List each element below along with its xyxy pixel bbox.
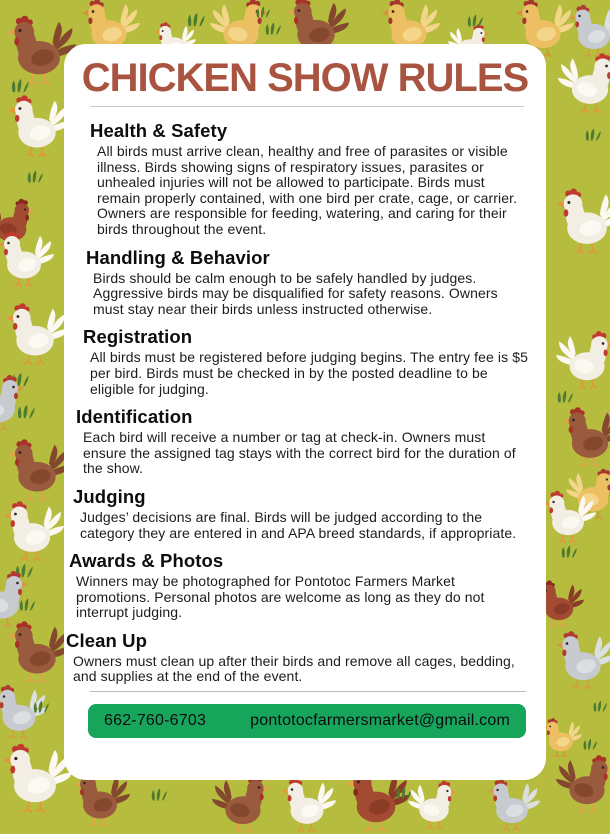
- section-body: Judges’ decisions are final. Birds will be judged according to the category they are entered in and APA breed standards, if appropriate.: [80, 508, 517, 541]
- section-body: Winners may be photographed for Pontotoc Farmers Market promotions. Personal photos are welcome as long as they do not interrupt judging.: [76, 573, 485, 621]
- grass-icon: [466, 14, 484, 27]
- phone-number: 662-760-6703: [104, 712, 207, 730]
- section-heading-health-and-safety: Health & Safety: [90, 120, 228, 141]
- grass-icon: [26, 170, 44, 183]
- section-health-safety: [64, 120, 546, 238]
- chicken-icon: [540, 488, 596, 544]
- chicken-icon: [4, 436, 70, 502]
- chicken-icon: [2, 300, 68, 366]
- section-body: Each bird will receive a number or tag at check-in. Owners must ensure the assigned tag stays with the correct bird for the duration of the show.: [83, 429, 516, 477]
- section-heading-identification: Identification: [76, 406, 193, 428]
- section-body: All birds must arrive clean, healthy and free of parasites or visible illness. Birds showing signs of respiratory issues, parasites or unhealed injuries will not be allowed to participate. Birds must remain properly contained, with one bird per crate, cage, or carrier. Owners are responsible for feeding, watering, and caring for their birds throughout the event.: [97, 143, 518, 237]
- grass-icon: [186, 12, 206, 27]
- chicken-icon: [556, 752, 610, 814]
- page-title: CHICKEN SHOW RULES: [81, 56, 529, 100]
- chicken-icon: [0, 740, 72, 814]
- contact-bar: [88, 704, 526, 738]
- title-divider: [90, 106, 524, 107]
- footer-divider: [90, 691, 526, 692]
- section-body: Birds should be calm enough to be safely handled by judges. Aggressive birds may be disqualified for safety reasons. Owners must stay near their birds unless instructed otherwise.: [93, 269, 498, 317]
- section-heading-clean-up: Clean Up: [66, 629, 147, 651]
- grass-icon: [150, 788, 168, 801]
- chicken-icon: [558, 50, 610, 114]
- chicken-icon: [278, 775, 336, 833]
- chicken-icon: [212, 772, 274, 834]
- grass-icon: [582, 738, 598, 750]
- section-heading-awards-and-photos: Awards & Photos: [69, 550, 224, 572]
- grass-icon: [32, 700, 50, 713]
- section-body: Owners must clean up after their birds and remove all cages, bedding, and supplies at the end of the event.: [73, 652, 515, 685]
- grass-icon: [592, 700, 608, 712]
- chicken-icon: [4, 618, 70, 684]
- grass-icon: [264, 22, 282, 35]
- grass-icon: [584, 128, 602, 141]
- grass-icon: [16, 404, 36, 419]
- section-clean-up: [64, 630, 546, 685]
- poster-card: [64, 44, 546, 780]
- section-registration: [64, 326, 546, 397]
- section-heading-judging: Judging: [73, 485, 146, 507]
- section-judging: [64, 486, 546, 541]
- grass-icon: [18, 598, 36, 611]
- chicken-icon: [0, 498, 64, 562]
- chicken-icon: [556, 328, 610, 390]
- grass-icon: [556, 390, 574, 403]
- section-body: All birds must be registered before judging begins. The entry fee is $5 per bird. Birds must be checked in by the posted deadline to be eligible for judging.: [90, 349, 528, 397]
- section-heading-registration: Registration: [83, 326, 193, 348]
- section-handling-behavior: [64, 247, 546, 318]
- chicken-icon: [4, 92, 70, 158]
- email-address: pontotocfarmersmarket@gmail.com: [250, 712, 510, 730]
- grass-icon: [10, 78, 30, 93]
- chicken-icon: [552, 628, 610, 690]
- chicken-icon: [408, 778, 460, 830]
- chicken-icon: [0, 228, 54, 288]
- section-awards-photos: [64, 550, 546, 621]
- section-heading-handling-and-behavior: Handling & Behavior: [86, 246, 270, 268]
- chicken-icon: [552, 185, 610, 255]
- chicken-icon: [0, 372, 28, 432]
- chicken-icon: [484, 776, 540, 832]
- chicken-icon: [558, 404, 610, 468]
- grass-icon: [255, 6, 271, 18]
- section-identification: [64, 406, 546, 477]
- grass-icon: [560, 545, 578, 558]
